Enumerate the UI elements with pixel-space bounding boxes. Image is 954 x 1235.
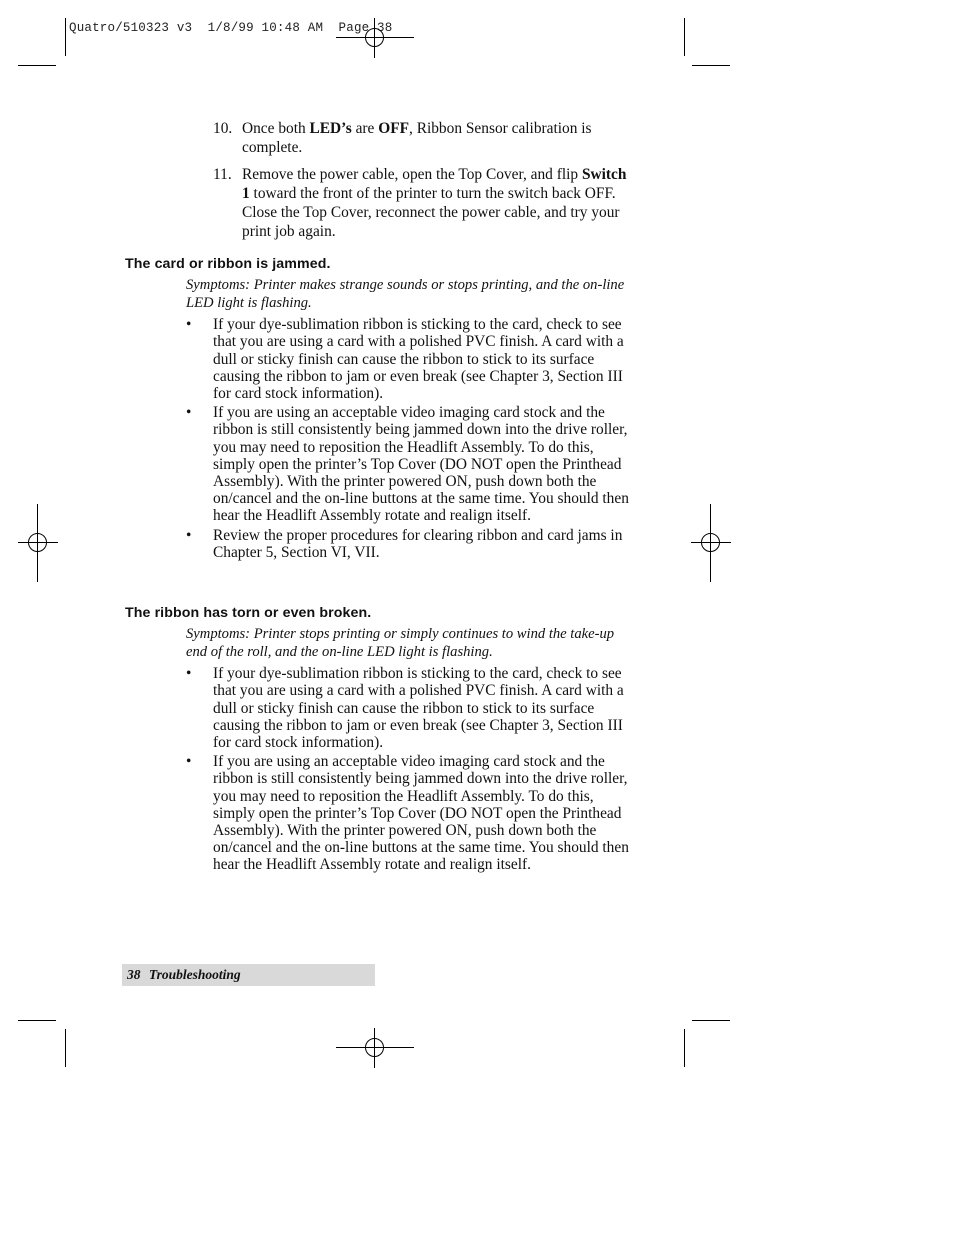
registration-mark-top <box>336 18 414 58</box>
list-item-text: Review the proper procedures for clearing ribbon and card jams in Chapter 5, Section VI, VII. <box>213 526 623 561</box>
step-text-bold: LED’s <box>309 120 352 137</box>
bullet-icon: • <box>186 753 192 771</box>
registration-mark-bottom <box>336 1028 414 1068</box>
crop-mark <box>18 1020 56 1021</box>
list-item <box>186 404 636 524</box>
section-heading-torn: The ribbon has torn or even broken. <box>125 605 372 621</box>
list-item <box>186 316 636 402</box>
section-jammed <box>186 277 636 563</box>
crop-mark <box>692 1020 730 1021</box>
footer-section-title: Troubleshooting <box>148 967 241 982</box>
crop-mark <box>684 1029 685 1067</box>
page-number: 38 <box>127 967 141 982</box>
list-item-text: If you are using an acceptable video imaging card stock and the ribbon is still consistently being jammed down into the drive roller, you may need to reposition the Headlift Assembly. To do this, simply open the printer’s Top Cover (DO NOT open the Printhead Assembly). With the printer powered ON, push down both the on/cancel and the on-line buttons at the same time. You should then hear the Headlift Assembly rotate and realign itself. <box>213 404 629 525</box>
symptoms-text: Symptoms: Printer makes strange sounds or stops printing, and the on-line LED light is flashing. <box>186 277 625 311</box>
section-torn <box>186 626 636 876</box>
bullet-icon: • <box>186 526 192 544</box>
step-number: 10. <box>213 120 233 137</box>
step-text <box>242 119 633 157</box>
step-text-part: Remove the power cable, open the Top Cover, and flip <box>242 166 582 183</box>
numbered-steps <box>213 119 633 249</box>
page-footer <box>122 964 375 986</box>
crop-mark <box>684 18 685 56</box>
crop-mark <box>692 65 730 66</box>
step-text-part: toward the front of the printer to turn the switch back OFF. Close the Top Cover, reconnect the power cable, and try your print job again. <box>242 185 620 240</box>
step-number: 11. <box>213 166 232 183</box>
step-text-part: Once both <box>242 120 310 137</box>
step-11 <box>213 165 633 241</box>
list-item <box>186 665 636 751</box>
step-text <box>242 165 633 241</box>
bullet-icon: • <box>186 404 192 422</box>
step-text-bold: OFF <box>378 120 409 137</box>
step-text-part: are <box>351 120 379 137</box>
list-item-text: If your dye-sublimation ribbon is sticking to the card, check to see that you are using a card with a polished PVC finish. A card with a dull or sticky finish can cause the ribbon to stick to its surface causing the ribbon to jam or even break (see Chapter 3, Section III for card stock information). <box>213 316 624 402</box>
crop-mark <box>65 18 66 56</box>
list-item-text: If you are using an acceptable video imaging card stock and the ribbon is still consistently being jammed down into the drive roller, you may need to reposition the Headlift Assembly. To do this, simply open the printer’s Top Cover (DO NOT open the Printhead Assembly). With the printer powered ON, push down both the on/cancel and the on-line buttons at the same time. You should then hear the Headlift Assembly rotate and realign itself. <box>213 753 629 874</box>
registration-mark-left <box>18 504 58 582</box>
step-10 <box>213 119 633 157</box>
list-item <box>186 527 636 561</box>
section-heading-jammed: The card or ribbon is jammed. <box>125 256 331 272</box>
registration-mark-right <box>691 504 731 582</box>
step-text-part: , Ribbon Sensor calibration is complete. <box>242 120 592 156</box>
crop-mark <box>18 65 56 66</box>
bullet-icon: • <box>186 316 192 334</box>
print-slug: Quatro/510323 v3 1/8/99 10:48 AM Page 38 <box>69 21 393 35</box>
list-item-text: If your dye-sublimation ribbon is sticking to the card, check to see that you are using a card with a polished PVC finish. A card with a dull or sticky finish can cause the ribbon to stick to its surface causing the ribbon to jam or even break (see Chapter 3, Section III for card stock information). <box>213 665 624 751</box>
symptoms-text: Symptoms: Printer stops printing or simply continues to wind the take-up end of the roll, and the on-line LED light is flashing. <box>186 626 615 660</box>
list-item <box>186 753 636 873</box>
step-text-bold: Switch 1 <box>242 166 627 202</box>
bullet-icon: • <box>186 665 192 683</box>
crop-mark <box>65 1029 66 1067</box>
